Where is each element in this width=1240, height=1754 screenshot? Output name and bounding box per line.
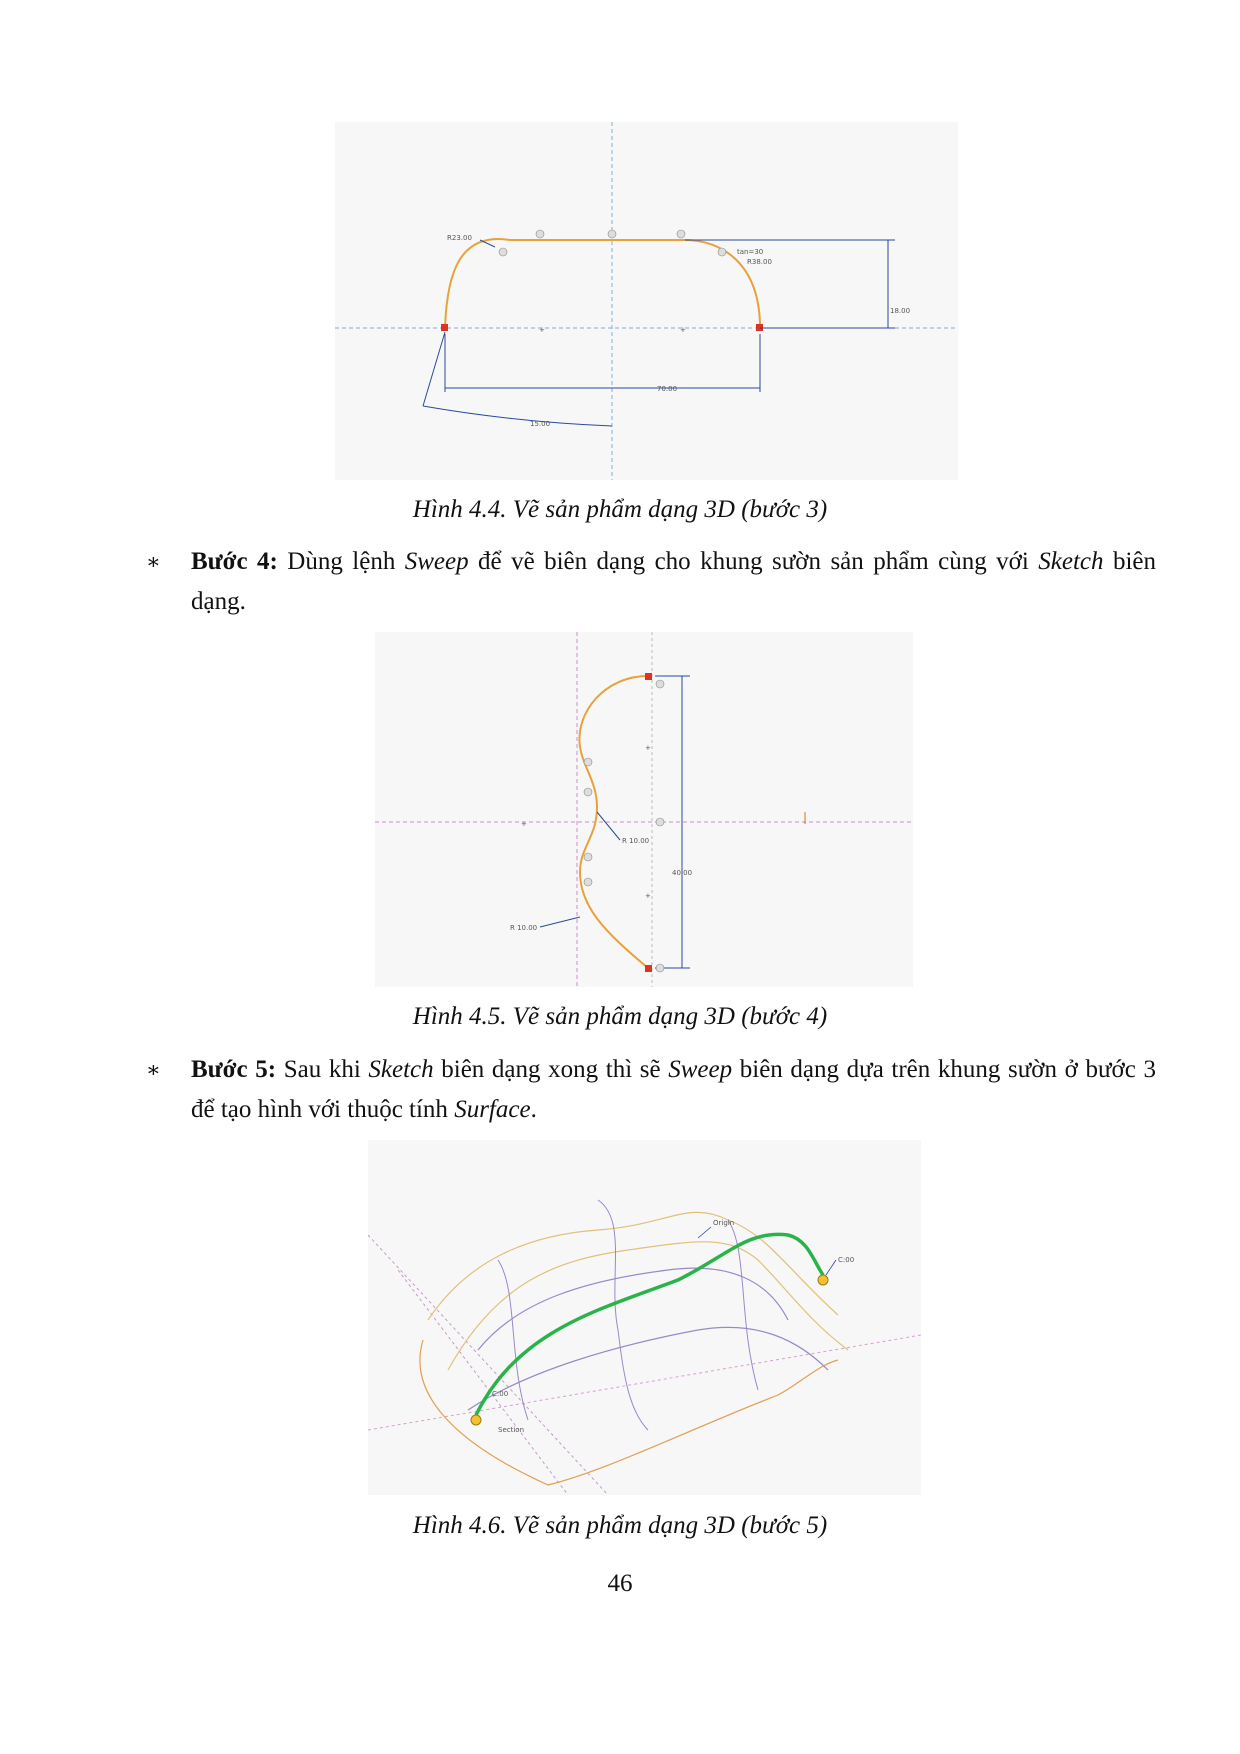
- step-5-label: Bước 5:: [191, 1056, 277, 1083]
- dim-width: 70.00: [657, 385, 678, 393]
- figure-4-4-svg: [335, 122, 958, 480]
- center-mark-left: +: [539, 326, 545, 334]
- c-label-start: C:00: [492, 1390, 509, 1398]
- center-mark-top: +: [645, 744, 651, 752]
- step-4-paragraph: [146, 542, 1156, 622]
- figure-4-6-surface: [368, 1140, 921, 1495]
- endpoint-top: [645, 673, 652, 680]
- dim-offset-arc: [423, 406, 612, 426]
- figure-4-4-caption: Hình 4.4. Vẽ sản phẩm dạng 3D (bước 3): [412, 496, 828, 523]
- dim-tangent: tan=30: [737, 248, 764, 256]
- c-label-end: C:00: [838, 1256, 855, 1264]
- dim-radius-mid: R 10.00: [622, 837, 650, 845]
- step-5-paragraph: [146, 1050, 1156, 1130]
- dim-offset: 15.00: [530, 420, 551, 428]
- center-mark-bottom: +: [645, 892, 651, 900]
- bullet-star-icon: ∗: [146, 1057, 161, 1082]
- trajectory-start-point: [471, 1415, 481, 1425]
- center-mark-right: +: [680, 326, 686, 334]
- figure-4-6-svg: [368, 1140, 921, 1495]
- step-4-text: Bước 4: Dùng lệnh Sweep để vẽ biên dạng cho khung sườn sản phẩm cùng với Sketch biên dạng.: [191, 548, 1156, 615]
- origin-label: Origin: [713, 1219, 735, 1227]
- figure-4-5-svg: [375, 632, 913, 987]
- figure-4-5-caption: Hình 4.5. Vẽ sản phẩm dạng 3D (bước 4): [412, 1003, 828, 1030]
- profile-curve: [445, 239, 760, 328]
- dim-height: 18.00: [890, 307, 911, 315]
- section-label: Section: [498, 1426, 525, 1434]
- page-number: 46: [607, 1570, 633, 1597]
- sweep-trajectory: [476, 1234, 823, 1415]
- figure-4-6-caption: Hình 4.6. Vẽ sản phẩm dạng 3D (bước 5): [412, 1512, 828, 1539]
- figure-4-4-sketch: [335, 122, 958, 480]
- step-4-label: Bước 4:: [191, 548, 278, 575]
- bullet-star-icon: ∗: [146, 549, 161, 574]
- dim-radius-right: R38.00: [747, 258, 772, 266]
- endpoint-left: [441, 324, 448, 331]
- step-5-text: Bước 5: Sau khi Sketch biên dạng xong thì sẽ Sweep biên dạng dựa trên khung sườn ở bước 3 để tạo hình với thuộc tính Surface.: [191, 1056, 1156, 1123]
- dim-radius-low: R 10.00: [510, 924, 538, 932]
- endpoint-bottom: [645, 965, 652, 972]
- dim-radius-left: R23.00: [447, 234, 472, 242]
- center-mark-left: +: [521, 820, 527, 828]
- figure-4-5-sketch: [375, 632, 913, 987]
- dim-height: 40.00: [672, 869, 693, 877]
- trajectory-end-point: [818, 1275, 828, 1285]
